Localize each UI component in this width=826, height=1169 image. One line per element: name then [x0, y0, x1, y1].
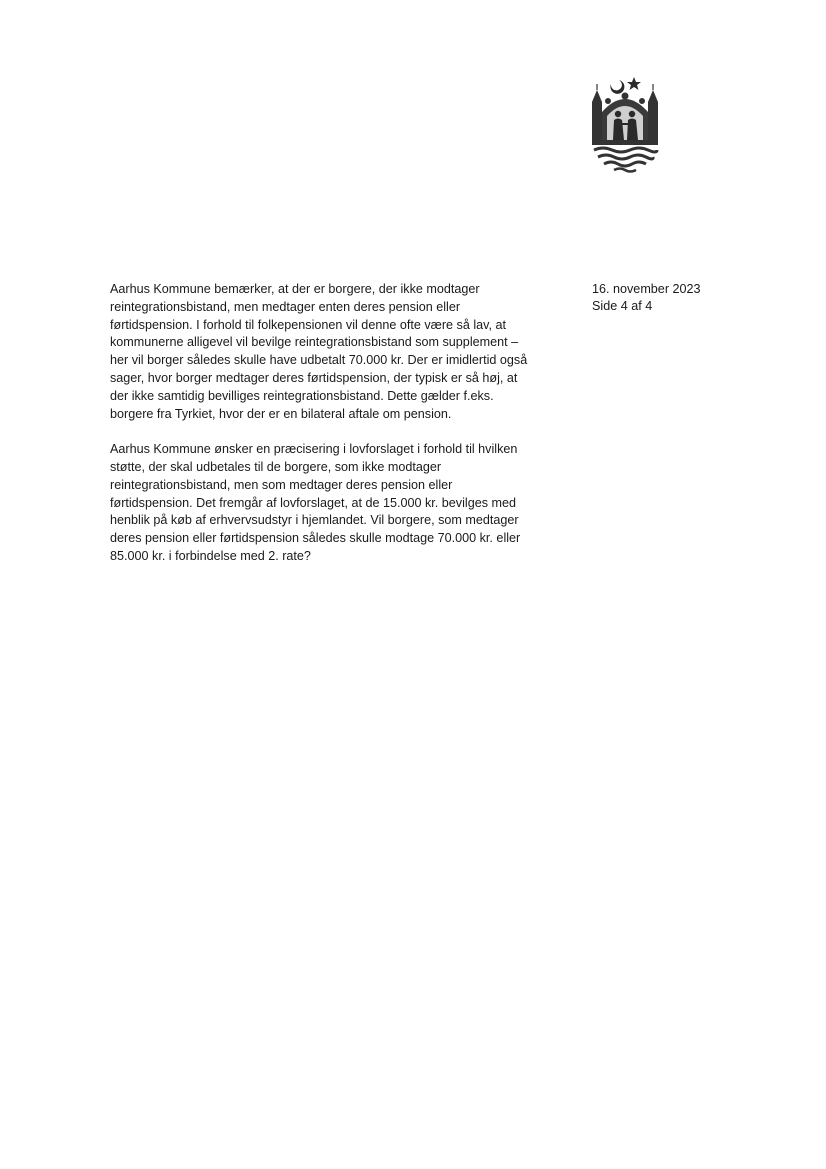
text-line: støtte, der skal udbetales til de borgere, som ikke modtager — [110, 459, 442, 474]
text-line: reintegrationsbistand, men som medtager deres pension eller — [110, 477, 453, 492]
aarhus-coat-of-arms-icon — [584, 74, 666, 174]
text-line: deres pension eller førtidspension således skulle modtage 70.000 kr. eller — [110, 531, 521, 546]
document-body — [110, 281, 560, 584]
text-line: kommunerne alligevel vil bevilge reintegrationsbistand som supplement – — [110, 335, 519, 350]
text-line: her vil borger således skulle have udbetalt 70.000 kr. Der er imidlertid også — [110, 353, 528, 368]
text-line: førtidspension. Det fremgår af lovforslaget, at de 15.000 kr. bevilges med — [110, 495, 517, 510]
text-line: henblik på køb af erhvervsudstyr i hjemlandet. Vil borgere, som medtager — [110, 513, 519, 528]
paragraph-1 — [110, 281, 560, 423]
text-line: 85.000 kr. i forbindelse med 2. rate? — [110, 548, 311, 563]
page-number: Side 4 af 4 — [592, 298, 653, 313]
text-line: førtidspension. I forhold til folkepensionen vil denne ofte være så lav, at — [110, 317, 506, 332]
text-line: Aarhus Kommune bemærker, at der er borgere, der ikke modtager — [110, 282, 480, 296]
text-line: reintegrationsbistand, men medtager enten deres pension eller — [110, 299, 461, 314]
text-line: sager, hvor borger medtager deres førtidspension, der typisk er så høj, at — [110, 370, 518, 385]
text-line: der ikke samtidig bevilliges reintegrationsbistand. Dette gælder f.eks. — [110, 388, 494, 403]
text-line: Aarhus Kommune ønsker en præcisering i lovforslaget i forhold til hvilken — [110, 442, 518, 457]
paragraph-2 — [110, 441, 560, 566]
document-date: 16. november 2023 — [592, 282, 701, 296]
text-line: borgere fra Tyrkiet, hvor der er en bilateral aftale om pension. — [110, 406, 452, 421]
document-meta — [592, 281, 792, 314]
